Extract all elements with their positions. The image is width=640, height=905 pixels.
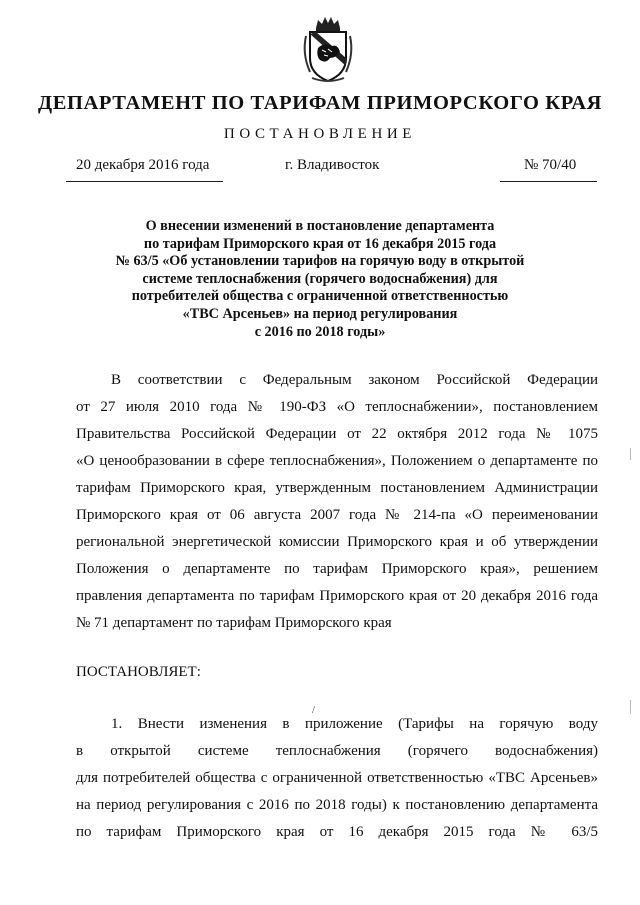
margin-scan-mark xyxy=(630,448,635,460)
document-number: № 70/40 xyxy=(524,157,577,173)
preamble-line: Приморского края от 06 августа 2007 года № 214-па «О переименовании xyxy=(76,507,598,523)
item-line: по тарифам Приморского края от 16 декабря 2015 года № 63/5 xyxy=(76,824,598,840)
heading-line: с 2016 по 2018 годы» xyxy=(254,323,386,340)
preamble-line: № 71 департамент по тарифам Приморского края xyxy=(76,615,392,631)
heading-line: потребителей общества с ограниченной ответственностью xyxy=(131,288,509,305)
heading-line: «ТВС Арсеньев» на период регулирования xyxy=(182,305,458,322)
primorsky-coat-of-arms-icon xyxy=(296,14,360,84)
preamble-line: от 27 июля 2010 года № 190-ФЗ «О теплоснабжении», постановлением xyxy=(76,399,598,415)
document-date: 20 декабря 2016 года xyxy=(76,157,210,173)
margin-scan-mark xyxy=(630,700,635,714)
heading-line: по тарифам Приморского края от 16 декабря 2015 года xyxy=(143,235,497,252)
preamble-line: региональной энергетической комиссии Приморского края и об утверждении xyxy=(76,534,598,550)
preamble-line: В соответствии с Федеральным законом Российской Федерации xyxy=(111,372,598,388)
resolve-heading: ПОСТАНОВЛЯЕТ: xyxy=(76,664,201,680)
preamble-line: тарифам Приморского края, утвержденным постановлением Администрации xyxy=(76,480,598,496)
document-type: ПОСТАНОВЛЕНИЕ xyxy=(223,126,417,142)
date-underline xyxy=(66,181,223,182)
handwritten-tick-mark: / xyxy=(312,704,316,716)
preamble-line: Положения о департаменте по тарифам Приморского края», решением xyxy=(76,561,598,577)
department-title: ДЕПАРТАМЕНТ ПО ТАРИФАМ ПРИМОРСКОГО КРАЯ xyxy=(37,92,603,114)
heading-line: О внесении изменений в постановление департамента xyxy=(145,218,495,234)
heading-line: системе теплоснабжения (горячего водоснабжения) для xyxy=(142,270,498,287)
item-line: на период регулирования с 2016 по 2018 годы) к постановлению департамента xyxy=(76,797,598,813)
item-line: 1. Внести изменения в приложение (Тарифы на горячую воду xyxy=(111,716,598,732)
heading-line: № 63/5 «Об установлении тарифов на горячую воду в открытой xyxy=(115,253,525,270)
preamble-line: Правительства Российской Федерации от 22 октября 2012 года № 1075 xyxy=(76,426,598,442)
preamble-line: «О ценообразовании в сфере теплоснабжения», Положением о департаменте по xyxy=(76,453,598,469)
item-line: в открытой системе теплоснабжения (горячего водоснабжения) xyxy=(76,743,598,759)
preamble-line: правления департамента по тарифам Приморского края от 20 декабря 2016 года xyxy=(76,588,598,604)
item-line: для потребителей общества с ограниченной ответственностью «ТВС Арсеньев» xyxy=(76,770,598,786)
number-underline xyxy=(500,181,597,182)
document-city: г. Владивосток xyxy=(285,157,380,173)
document-heading xyxy=(60,218,580,341)
